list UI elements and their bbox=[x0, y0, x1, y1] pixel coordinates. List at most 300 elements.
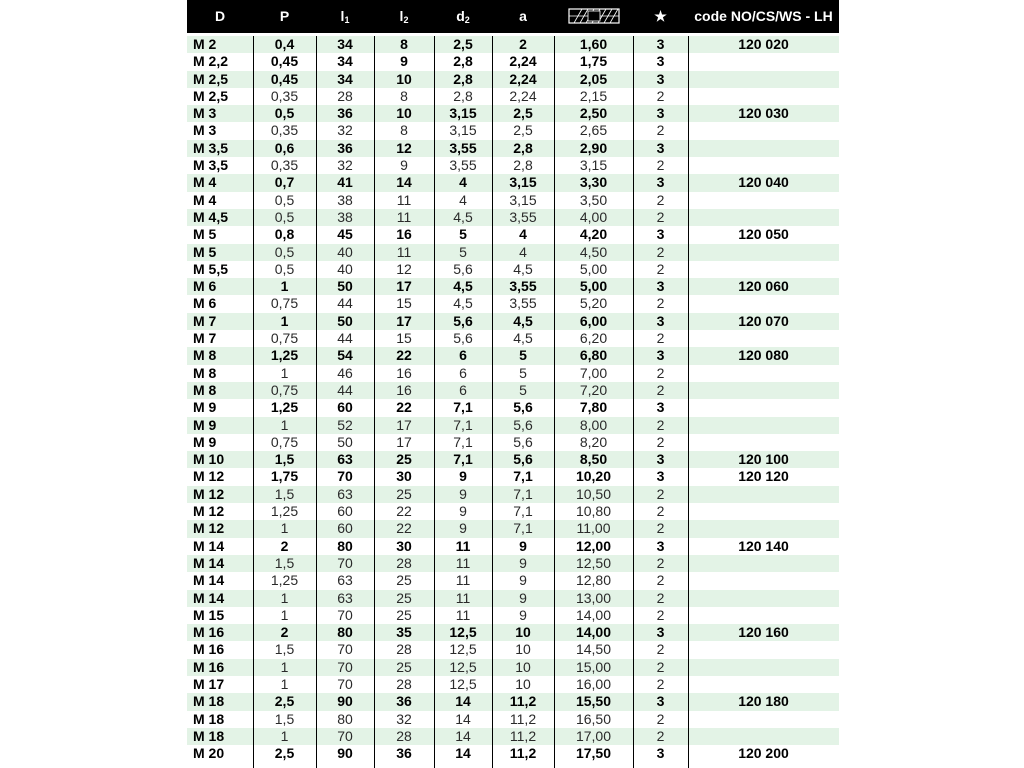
header-code: code NO/CS/WS - LH bbox=[694, 8, 833, 24]
table-cell: 3 bbox=[656, 451, 665, 468]
table-cell: 1 bbox=[280, 606, 289, 623]
table-cell bbox=[688, 503, 839, 520]
table-cell: 1,5 bbox=[274, 710, 295, 727]
table-cell: 3,15 bbox=[509, 174, 537, 191]
table-cell: 12,5 bbox=[449, 658, 477, 675]
header-d2: $d_2$ bbox=[456, 8, 470, 25]
table-cell: M 18 bbox=[193, 727, 225, 744]
table-cell: 1 bbox=[280, 312, 289, 329]
table-cell: 10 bbox=[396, 70, 412, 87]
table-row bbox=[187, 88, 839, 105]
table-cell: 5,6 bbox=[453, 330, 473, 347]
table-cell: 17 bbox=[396, 416, 412, 433]
table-cell: M 9 bbox=[193, 399, 217, 416]
table-cell: 3,50 bbox=[579, 191, 608, 208]
table-cell: M 20 bbox=[193, 745, 225, 762]
table-cell: 25 bbox=[396, 451, 412, 468]
table-cell: 25 bbox=[396, 658, 412, 675]
table-cell: 7,00 bbox=[579, 364, 608, 381]
table-row bbox=[187, 468, 839, 485]
table-cell: 2 bbox=[656, 641, 665, 658]
table-cell: 44 bbox=[337, 295, 353, 312]
table-cell: 120 180 bbox=[738, 693, 789, 710]
table-cell: 11 bbox=[396, 208, 412, 225]
table-cell: 38 bbox=[337, 208, 353, 225]
table-cell: 3 bbox=[656, 399, 665, 416]
table-cell: 12,50 bbox=[575, 554, 612, 571]
table-cell: M 4,5 bbox=[193, 208, 229, 225]
table-cell: 6,80 bbox=[579, 347, 608, 364]
table-cell: 36 bbox=[396, 745, 412, 762]
table-cell: 11,2 bbox=[509, 727, 537, 744]
table-cell bbox=[688, 244, 839, 261]
table-cell: 14,50 bbox=[575, 641, 612, 658]
table-cell: 7,1 bbox=[513, 485, 533, 502]
table-cell: 11 bbox=[455, 572, 471, 589]
table-cell: M 5,5 bbox=[193, 260, 229, 277]
table-cell: 15,00 bbox=[575, 658, 612, 675]
table-cell: 0,8 bbox=[274, 226, 295, 243]
table-cell: 2 bbox=[656, 330, 665, 347]
table-cell bbox=[688, 261, 839, 278]
table-cell bbox=[688, 520, 839, 537]
table-cell: 3,15 bbox=[449, 105, 477, 122]
table-cell: 32 bbox=[337, 157, 353, 174]
table-cell: 28 bbox=[396, 554, 412, 571]
table-cell bbox=[688, 572, 839, 589]
table-cell: 1,25 bbox=[270, 572, 299, 589]
table-row bbox=[187, 209, 839, 226]
table-cell: 11 bbox=[455, 589, 471, 606]
table-cell: 30 bbox=[396, 537, 412, 554]
table-row bbox=[187, 330, 839, 347]
table-cell bbox=[688, 209, 839, 226]
table-cell: 80 bbox=[337, 537, 353, 554]
header-p: P bbox=[279, 8, 290, 24]
table-cell: 0,75 bbox=[270, 381, 299, 398]
table-cell: 0,5 bbox=[274, 191, 295, 208]
table-cell: 0,4 bbox=[274, 36, 295, 52]
table-cell: 11 bbox=[455, 606, 471, 623]
table-row bbox=[187, 693, 839, 710]
table-cell bbox=[688, 365, 839, 382]
column-divider bbox=[633, 36, 634, 768]
header-l2: $l_2$ bbox=[399, 8, 409, 25]
table-cell: 2 bbox=[656, 554, 665, 571]
table-cell: 6 bbox=[459, 381, 467, 398]
table-cell: 3,30 bbox=[579, 174, 608, 191]
table-cell: 4,5 bbox=[453, 208, 473, 225]
table-cell: 4,00 bbox=[579, 208, 608, 225]
table-cell: 1,5 bbox=[274, 554, 295, 571]
table-cell: 10,20 bbox=[575, 468, 612, 485]
table-cell: 34 bbox=[337, 36, 353, 52]
table-cell bbox=[688, 382, 839, 399]
table-cell: 11,2 bbox=[509, 693, 537, 710]
table-cell: 16 bbox=[396, 364, 412, 381]
table-cell: 14,00 bbox=[575, 606, 612, 623]
table-cell: M 7 bbox=[193, 312, 217, 329]
table-cell: 0,5 bbox=[274, 243, 295, 260]
table-cell: 1 bbox=[280, 675, 289, 692]
table-cell: 1,75 bbox=[270, 468, 299, 485]
table-cell: M 7 bbox=[193, 330, 217, 347]
table-cell: 2 bbox=[656, 710, 665, 727]
table-cell: 10 bbox=[515, 675, 531, 692]
table-row bbox=[187, 122, 839, 139]
table-cell: 2 bbox=[656, 416, 665, 433]
table-cell: 70 bbox=[337, 606, 353, 623]
table-cell: M 9 bbox=[193, 416, 217, 433]
table-cell bbox=[688, 399, 839, 416]
table-row bbox=[187, 295, 839, 312]
table-cell: 8 bbox=[400, 122, 408, 139]
table-cell: 7,20 bbox=[579, 381, 608, 398]
table-row bbox=[187, 71, 839, 88]
table-cell: 2,5 bbox=[453, 36, 473, 52]
table-cell: 41 bbox=[337, 174, 353, 191]
table-cell bbox=[688, 641, 839, 658]
table-cell: 1 bbox=[280, 727, 289, 744]
table-cell: M 9 bbox=[193, 433, 217, 450]
table-cell: 7,1 bbox=[453, 399, 473, 416]
table-cell bbox=[688, 295, 839, 312]
table-cell: 40 bbox=[337, 260, 353, 277]
table-cell: 11 bbox=[396, 191, 412, 208]
table-cell: 12,80 bbox=[575, 572, 612, 589]
table-cell: 11,00 bbox=[576, 520, 611, 537]
table-cell: 2 bbox=[656, 364, 665, 381]
table-cell: 3,55 bbox=[509, 208, 537, 225]
table-cell: 2 bbox=[656, 658, 665, 675]
table-cell: 70 bbox=[337, 641, 353, 658]
table-cell: 50 bbox=[337, 312, 353, 329]
table-cell: 35 bbox=[396, 624, 412, 641]
table-cell: 60 bbox=[337, 399, 353, 416]
table-cell: M 4 bbox=[193, 191, 217, 208]
table-cell: 5 bbox=[519, 381, 527, 398]
table-cell: 12 bbox=[396, 260, 412, 277]
table-cell: 15 bbox=[396, 330, 412, 347]
table-cell: 5,00 bbox=[579, 278, 608, 295]
table-row bbox=[187, 157, 839, 174]
table-row bbox=[187, 555, 839, 572]
table-cell: 80 bbox=[337, 710, 353, 727]
table-cell: 4,5 bbox=[513, 312, 533, 329]
table-cell: 7,1 bbox=[513, 468, 533, 485]
table-cell: 15,50 bbox=[575, 693, 612, 710]
table-row bbox=[187, 728, 839, 745]
table-cell: 17,50 bbox=[575, 745, 612, 762]
table-cell: 2 bbox=[656, 520, 665, 537]
table-cell: 3 bbox=[656, 105, 665, 122]
table-cell: 63 bbox=[337, 589, 353, 606]
table-cell: M 8 bbox=[193, 381, 217, 398]
table-cell: 13,00 bbox=[575, 589, 612, 606]
table-row bbox=[187, 365, 839, 382]
table-cell: 12,5 bbox=[449, 641, 477, 658]
table-cell: 2,5 bbox=[274, 693, 295, 710]
table-cell: 2,8 bbox=[513, 157, 533, 174]
table-cell: 0,35 bbox=[270, 122, 299, 139]
table-cell: 28 bbox=[337, 87, 353, 104]
table-cell: 28 bbox=[396, 641, 412, 658]
table-cell: 7,1 bbox=[513, 503, 533, 520]
table-cell: 8,00 bbox=[579, 416, 608, 433]
table-cell: 2,24 bbox=[509, 87, 537, 104]
table-cell: 0,35 bbox=[270, 157, 299, 174]
table-cell: 36 bbox=[337, 105, 353, 122]
table-cell: 3 bbox=[656, 174, 665, 191]
table-cell: 9 bbox=[459, 468, 467, 485]
table-cell: 38 bbox=[337, 191, 353, 208]
column-divider bbox=[688, 36, 689, 768]
table-cell: 2 bbox=[656, 433, 665, 450]
table-row bbox=[187, 607, 839, 624]
table-cell: 120 160 bbox=[738, 624, 789, 641]
header-d: D bbox=[214, 8, 226, 24]
table-cell: 4,50 bbox=[579, 243, 608, 260]
table-cell: 5,6 bbox=[513, 416, 533, 433]
table-cell: M 3,5 bbox=[193, 157, 229, 174]
table-cell: 2 bbox=[656, 191, 665, 208]
table-cell: M 12 bbox=[193, 503, 225, 520]
table-cell: 3 bbox=[656, 36, 665, 52]
table-cell: 17 bbox=[396, 433, 412, 450]
table-cell: 44 bbox=[337, 381, 353, 398]
table-row bbox=[187, 278, 839, 295]
table-cell: 22 bbox=[396, 520, 412, 537]
table-cell: 7,1 bbox=[513, 520, 533, 537]
table-cell: M 12 bbox=[193, 520, 225, 537]
table-cell: 9 bbox=[459, 485, 467, 502]
table-cell: 120 140 bbox=[738, 537, 789, 554]
table-cell: 3 bbox=[656, 347, 665, 364]
table-row bbox=[187, 503, 839, 520]
table-cell: 3 bbox=[656, 745, 665, 762]
table-cell: 12,00 bbox=[575, 537, 612, 554]
table-cell: 12,5 bbox=[449, 675, 477, 692]
table-cell: 14 bbox=[455, 745, 471, 762]
table-cell: 22 bbox=[396, 347, 412, 364]
table-row bbox=[187, 313, 839, 330]
table-cell: 2 bbox=[519, 36, 527, 52]
table-cell: 2 bbox=[656, 589, 665, 606]
column-divider bbox=[374, 36, 375, 768]
table-row bbox=[187, 36, 839, 53]
table-row bbox=[187, 745, 839, 762]
table-cell: 1 bbox=[280, 416, 289, 433]
table-cell: 9 bbox=[459, 520, 467, 537]
table-cell: 2,5 bbox=[513, 122, 533, 139]
table-cell: 1,25 bbox=[270, 399, 299, 416]
table-cell: 4 bbox=[519, 243, 527, 260]
table-cell: 5 bbox=[459, 243, 467, 260]
table-cell: 36 bbox=[396, 693, 412, 710]
table-cell: 3,55 bbox=[449, 139, 477, 156]
table-cell: 2 bbox=[656, 157, 665, 174]
table-cell: 4,5 bbox=[513, 330, 533, 347]
table-cell bbox=[688, 486, 839, 503]
table-cell: 7,1 bbox=[453, 433, 473, 450]
table-cell: 15 bbox=[396, 295, 412, 312]
table-cell: 5,20 bbox=[579, 295, 608, 312]
table-row bbox=[187, 226, 839, 243]
table-cell: 4,20 bbox=[579, 226, 608, 243]
table-cell: 8,50 bbox=[579, 451, 608, 468]
table-cell: 1,5 bbox=[274, 641, 295, 658]
table-cell: 6 bbox=[459, 364, 467, 381]
table-cell: 50 bbox=[337, 278, 353, 295]
table-cell: 9 bbox=[519, 589, 527, 606]
table-cell: 25 bbox=[396, 606, 412, 623]
table-cell: 0,35 bbox=[270, 87, 299, 104]
table-cell: 6 bbox=[459, 347, 467, 364]
table-cell: 25 bbox=[396, 572, 412, 589]
table-cell: 17,00 bbox=[575, 727, 612, 744]
table-cell: 1 bbox=[280, 364, 289, 381]
table-cell: M 3 bbox=[193, 105, 217, 122]
table-cell: 0,6 bbox=[274, 139, 295, 156]
table-row bbox=[187, 451, 839, 468]
table-cell: 3,55 bbox=[509, 295, 537, 312]
table-cell: 17 bbox=[396, 312, 412, 329]
table-cell bbox=[688, 417, 839, 434]
header-a: a bbox=[519, 8, 527, 24]
table-row bbox=[187, 174, 839, 191]
table-cell: 1,60 bbox=[579, 36, 608, 52]
table-cell: 70 bbox=[337, 468, 353, 485]
table-cell: 14 bbox=[396, 174, 412, 191]
table-cell: 10 bbox=[515, 641, 531, 658]
table-cell: 9 bbox=[400, 157, 408, 174]
table-cell: 11,2 bbox=[509, 710, 537, 727]
table-cell: M 8 bbox=[193, 364, 217, 381]
table-cell: 11 bbox=[396, 243, 412, 260]
table-cell: M 18 bbox=[193, 693, 225, 710]
table-cell: 6,00 bbox=[579, 312, 608, 329]
table-cell: M 5 bbox=[193, 243, 217, 260]
table-row bbox=[187, 53, 839, 70]
table-cell: 3,55 bbox=[509, 278, 537, 295]
table-cell: M 14 bbox=[193, 572, 225, 589]
table-cell: 8 bbox=[400, 87, 408, 104]
table-cell: 2 bbox=[656, 727, 665, 744]
table-cell: 9 bbox=[519, 606, 527, 623]
table-cell: 120 080 bbox=[738, 347, 789, 364]
table-row bbox=[187, 347, 839, 364]
table-row bbox=[187, 590, 839, 607]
table-cell: 0,5 bbox=[274, 105, 295, 122]
table-cell bbox=[688, 434, 839, 451]
table-cell: 0,75 bbox=[270, 433, 299, 450]
drill-size-icon bbox=[554, 0, 633, 33]
table-cell: 63 bbox=[337, 451, 353, 468]
table-cell bbox=[688, 728, 839, 745]
table-cell: 2,24 bbox=[509, 53, 537, 70]
table-cell: 3,15 bbox=[509, 191, 537, 208]
table-cell bbox=[688, 157, 839, 174]
table-cell: 5,6 bbox=[453, 260, 473, 277]
table-cell: 3 bbox=[656, 226, 665, 243]
table-cell: M 10 bbox=[193, 451, 225, 468]
table-cell: 2 bbox=[280, 624, 289, 641]
table-row bbox=[187, 659, 839, 676]
table-cell: 3 bbox=[656, 312, 665, 329]
table-cell: 44 bbox=[337, 330, 353, 347]
table-cell: 120 200 bbox=[738, 745, 789, 762]
table-cell: 1,25 bbox=[270, 347, 299, 364]
column-divider bbox=[316, 36, 317, 768]
table-row bbox=[187, 244, 839, 261]
table-cell: 34 bbox=[337, 70, 353, 87]
table-cell: 54 bbox=[337, 347, 353, 364]
table-cell: 1 bbox=[280, 589, 289, 606]
table-cell: 120 050 bbox=[738, 226, 789, 243]
table-cell: 14 bbox=[455, 727, 471, 744]
table-cell: 120 100 bbox=[738, 451, 789, 468]
table-cell: 4 bbox=[519, 226, 527, 243]
table-cell: 90 bbox=[337, 745, 353, 762]
table-cell: 120 030 bbox=[738, 105, 789, 122]
table-cell: 2,8 bbox=[453, 87, 473, 104]
table-cell: 3 bbox=[656, 537, 665, 554]
table-cell: 120 020 bbox=[738, 36, 789, 52]
table-row bbox=[187, 140, 839, 157]
header-star: ★ bbox=[654, 8, 667, 24]
table-cell: 14 bbox=[455, 710, 471, 727]
table-cell: 3 bbox=[656, 468, 665, 485]
table-cell: 28 bbox=[396, 675, 412, 692]
table-cell: 2 bbox=[656, 572, 665, 589]
table-cell: 4 bbox=[459, 191, 467, 208]
table-cell: 14 bbox=[455, 693, 471, 710]
table-cell: 2 bbox=[656, 243, 665, 260]
table-row bbox=[187, 676, 839, 693]
table-cell: 3 bbox=[656, 139, 665, 156]
table-cell: 16 bbox=[396, 226, 412, 243]
table-cell: 4,5 bbox=[513, 260, 533, 277]
table-cell: 40 bbox=[337, 243, 353, 260]
table-cell: M 2,2 bbox=[193, 53, 229, 70]
table-cell bbox=[688, 555, 839, 572]
table-cell: 2 bbox=[656, 485, 665, 502]
table-cell: M 2,5 bbox=[193, 70, 229, 87]
table-cell: M 2,5 bbox=[193, 87, 229, 104]
table-cell: 5,6 bbox=[513, 433, 533, 450]
table-row bbox=[187, 105, 839, 122]
table-cell bbox=[688, 88, 839, 105]
table-cell: 10 bbox=[515, 624, 531, 641]
table-cell: 46 bbox=[337, 364, 353, 381]
table-cell: 3,15 bbox=[579, 157, 608, 174]
table-cell: 16,50 bbox=[575, 710, 612, 727]
table-cell: 45 bbox=[337, 226, 353, 243]
table-row bbox=[187, 417, 839, 434]
table-cell: M 12 bbox=[193, 485, 225, 502]
table-cell: 5,00 bbox=[579, 260, 608, 277]
table-row bbox=[187, 520, 839, 537]
table-cell: 5 bbox=[459, 226, 467, 243]
table-cell: 3 bbox=[656, 278, 665, 295]
table-cell: 2 bbox=[656, 260, 665, 277]
table-cell: 1,75 bbox=[579, 53, 608, 70]
table-cell: 120 120 bbox=[738, 468, 789, 485]
table-cell: 30 bbox=[396, 468, 412, 485]
table-cell bbox=[688, 659, 839, 676]
table-cell: 2,8 bbox=[453, 53, 473, 70]
table-cell: M 12 bbox=[193, 468, 225, 485]
